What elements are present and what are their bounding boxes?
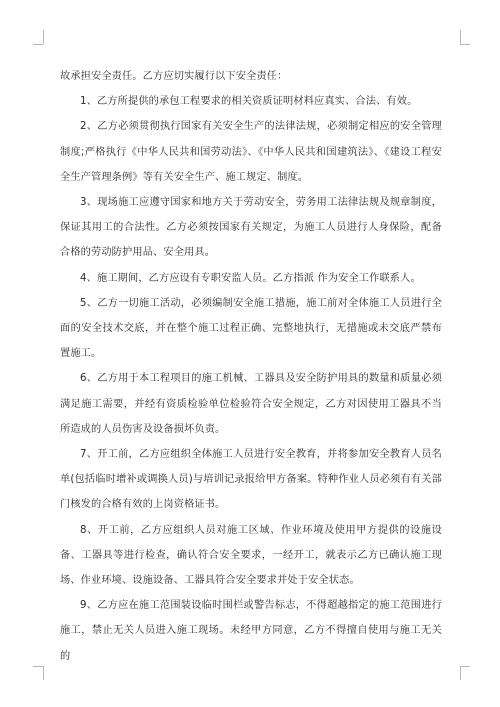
paragraph-item-6: 6、乙方用于本工程项目的施工机械、工器具及安全防护用具的数量和质量必须满足施工需要，并经有资质检验单位检验符合安全规定，乙方对因使用工器具不当所造成的人员伤害及设备损坏负责。 bbox=[60, 373, 442, 435]
crop-mark-top-right bbox=[460, 44, 470, 45]
crop-mark-top-left bbox=[33, 44, 43, 45]
crop-mark-top-left-v bbox=[43, 30, 44, 44]
crop-mark-top-right-v bbox=[460, 30, 461, 44]
paragraph-item-8: 8、开工前，乙方应组织人员对施工区域、作业环境及使用甲方提供的设施设备、工器具等进行检查，确认符合安全要求，一经开工，就表示乙方已确认施工现场、作业环境、设施设备、工器具符合安全要求并处于安全状态。 bbox=[60, 524, 442, 587]
paragraph-item-7: 7、开工前，乙方应组织全体施工人员进行安全教育，并将参加安全教育人员名单(包括临时增补或调换人员)与培训记录报给甲方备案。特种作业人员必须有有关部门核发的合格有效的上岗资格证书。 bbox=[60, 449, 442, 511]
paragraph-item-1: 1、乙方所提供的承包工程要求的相关资质证明材料应真实、合法、有效。 bbox=[80, 96, 418, 108]
paragraph-intro: 故承担安全责任。乙方应切实履行以下安全责任： bbox=[60, 71, 288, 82]
crop-mark-bottom-right-v bbox=[460, 666, 461, 680]
paragraph-item-2: 2、乙方必须贯彻执行国家有关安全生产的法律法规，必须制定相应的安全管理制度;严格执行《中华人民共和国劳动法》、《中华人民共和国建筑法》、《建设工程安全生产管理条例》等有关安全生产、施工规定、制度。 bbox=[60, 121, 442, 183]
crop-mark-bottom-left bbox=[33, 666, 43, 667]
document-body bbox=[60, 64, 442, 669]
paragraph-item-3: 3、现场施工应遵守国家和地方关于劳动安全，劳务用工法律法规及规章制度，保证其用工的合法性。乙方必须按国家有关规定，为施工人员进行人身保险，配备合格的劳动防护用品、安全用具。 bbox=[60, 197, 442, 259]
paragraph-item-9: 9、乙方应在施工范围装设临时围栏或警告标志，不得超越指定的施工范围进行施工，禁止无关人员进入施工现场。未经甲方同意，乙方不得擅自使用与施工无关的 bbox=[60, 600, 442, 662]
crop-mark-bottom-left-v bbox=[43, 666, 44, 680]
crop-mark-bottom-right bbox=[460, 666, 470, 667]
paragraph-item-5: 5、乙方一切施工活动，必须编制安全施工措施，施工前对全体施工人员进行全面的安全技术交底，并在整个施工过程正确、完整地执行，无措施或未交底严禁布置施工。 bbox=[60, 297, 442, 360]
paragraph-item-4: 4、施工期间，乙方应设有专职安监人员。乙方指派 作为安全工作联系人。 bbox=[80, 272, 421, 284]
